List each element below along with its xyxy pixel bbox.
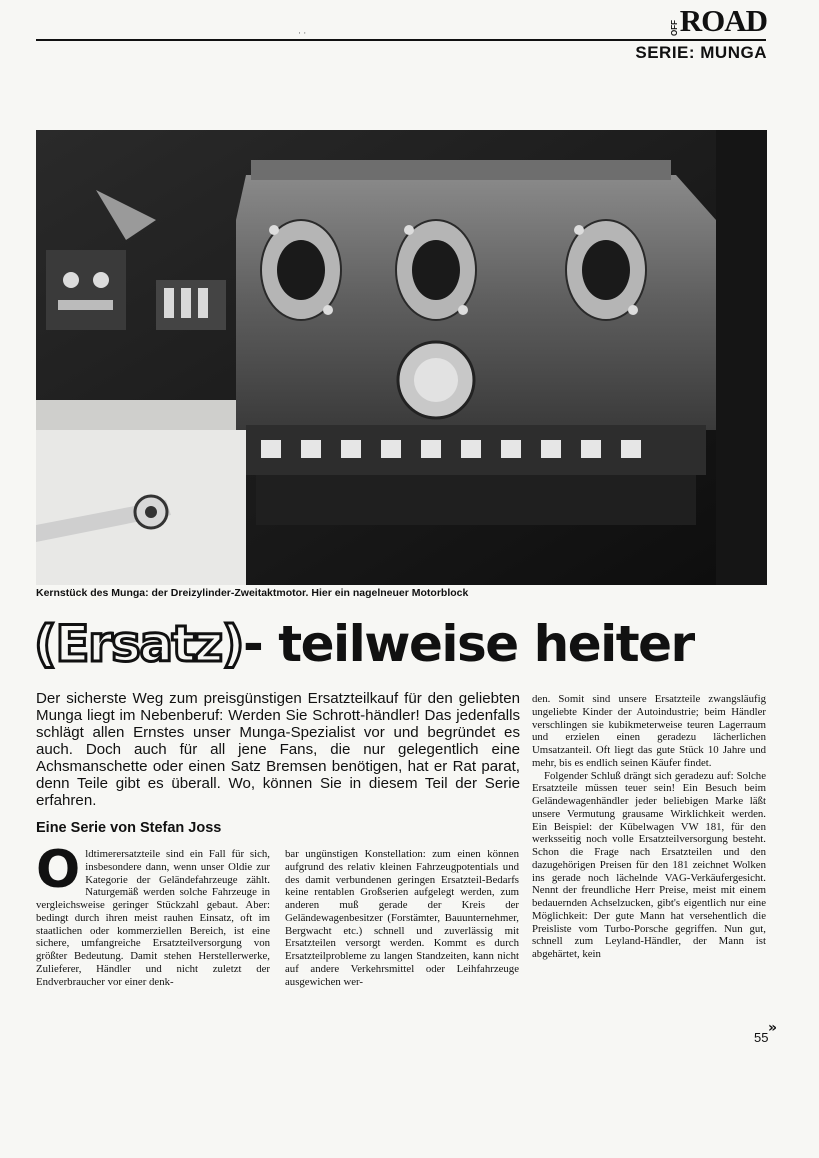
series-title: SERIE: MUNGA: [635, 43, 767, 62]
column-3-paragraph-1: den. Somit sind unsere Ersatzteile zwangsläufig ungeliebte Kinder der Autoindustrie; beim Händler verschlingen sie kubikmeterweise teuren Lagerraum und erzielen einen geradezu lächerlichen Umsatzanteil. Oft liegt das gute Stück 10 Jahre und mehr, bis es endlich seinen Käufer findet.: [532, 693, 766, 769]
column-3-paragraph-2: Folgender Schluß drängt sich geradezu auf: Solche Ersatzteile müssen teuer sein! Ein Besuch beim Geländewagenhändler jeder beliebigen Marke läßt unsere Vermutung grausame Wirklichkeit werden. Ein Beispiel: der Kübelwagen VW 181, für den werksseitig noch volle Ersatzteilversorgung besteht. Schon die Frage nach Ersatzteilen und den dazugehörigen Preisen für den 181 zeichnet Wolken ins gerade noch lächelnde VAG-Verkäufergesicht. Nennt der freundliche Herr Preise, meist mit einem bedauernden Achselzucken, gibt's eigentlich nur eine Möglichkeit: Der gute Mann hat versehentlich die Preisliste vom Turbo-Porsche gegriffen. Nun gut, schnell zum Leyland-Händler, der Mann ist abgehärtet, kein: [532, 769, 766, 960]
logo-off-text: OFF: [669, 20, 679, 36]
magazine-logo: [669, 3, 767, 38]
masthead-rule: [36, 39, 766, 41]
engine-block-photo: [36, 130, 767, 585]
stray-mark: · ·: [298, 28, 307, 38]
column-2-text: bar ungünstigen Konstellation: zum einen können aufgrund des relativ kleinen Fahrzeugpotentials und des damit verbundenen geringen Ersatzteil-Bedarfs keine rentablen Großserien aufgelegt werden, zum anderen muß gerade der Kreis der Geländewagenbesitzer (Forstämter, Bauunternehmer, Bergwacht etc.) schnell und zuverlässig mit Ersatzteilen versorgt werden. Kommt es durch Ersatzteilprobleme zu langen Standzeiten, kann nicht auf andere Verkehrsmittel oder Leihfahrzeuge ausgewichen wer-: [285, 848, 519, 988]
body-column-1: [36, 840, 270, 988]
column-1-text: ldtimerersatzteile sind ein Fall für sich, insbesondere dann, wenn unser Oldie zur Kategorie der Geländefahrzeuge zählt. Naturgemäß werden solche Fahrzeuge in vergleichsweise geringer Stückzahl gebaut. Aber: bedingt durch ihren meist rauhen Einsatz, oft im staatlichen oder kommerziellen Bereich, ist eine sichere, umfangreiche Ersatzteilversorgung von größter Bedeutung. Damit stehen Herstellerwerke, Zulieferer, Händler und nicht zuletzt der Endverbraucher vor einer denk-: [36, 848, 270, 988]
headline-main-part: - teilweise heiter: [243, 615, 694, 673]
body-column-2: [285, 848, 519, 988]
photo-caption: Kernstück des Munga: der Dreizylinder-Zweitaktmotor. Hier ein nagelneuer Motorblock: [36, 587, 469, 599]
continue-arrows-icon: »: [768, 1020, 774, 1036]
drop-cap: O: [36, 840, 81, 900]
logo-road-text: ROAD: [679, 3, 767, 38]
body-column-3: [532, 693, 766, 961]
engine-block-illustration: [36, 130, 767, 585]
headline-outline-part: (Ersatz): [34, 615, 244, 673]
page-number: 55: [754, 1030, 769, 1045]
author-byline: Eine Serie von Stefan Joss: [36, 820, 222, 836]
headline: [34, 612, 774, 676]
intro-paragraph: Der sicherste Weg zum preisgünstigen Ersatzteilkauf für den geliebten Munga liegt im Nebenberuf: Werden Sie Schrott-händler! Das jedenfalls schlägt allen Ernstes unser Munga-Spezialist vor und begründet es auch. Doch auch für all jene Fans, die nur gelegentlich eine Achsmanschette oder einen Satz Bremsen benötigen, hat er Rat parat, denn Teile gibt es überall. Wo, können Sie in diesem Teil der Serie erfahren.: [36, 690, 520, 809]
